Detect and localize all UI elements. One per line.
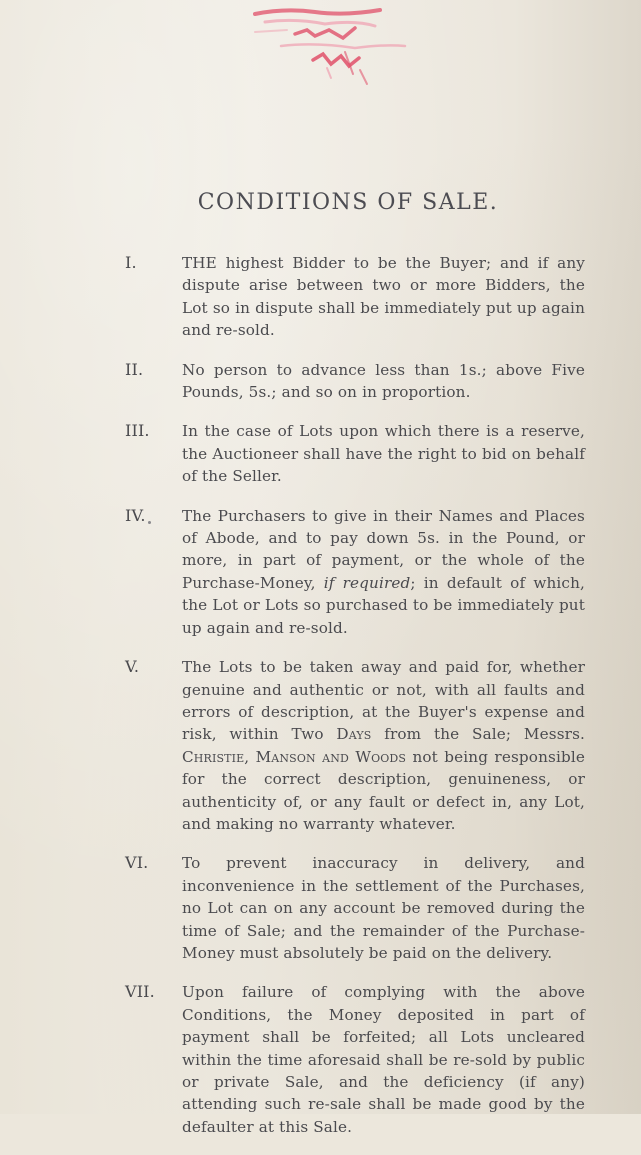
condition-item	[125, 505, 585, 639]
condition-numeral: I.	[125, 253, 137, 272]
condition-text: In the case of Lots upon which there is a reserve, the Auctioneer shall have the right to bid on behalf of the Seller.	[182, 422, 585, 486]
document-title: CONDITIONS OF SALE.	[197, 190, 499, 215]
condition-numeral: III.	[125, 421, 150, 441]
condition-text-part: The Purchasers to give in their Names and Places of Abode, and to pay down 5s. in the Pound, or more, in part of payment, or the whole of the Purchase-Money,	[182, 506, 585, 592]
condition-numeral: VII.	[125, 982, 155, 1002]
condition-item	[125, 252, 585, 342]
condition-text: Upon failure of complying with the above Conditions, the Money deposited in part of payment shall be forfeited; all Lots uncleared within the time aforesaid shall be re-sold by public or private Sale, and the deficiency (if any) attending such re-sale shall be made good by the defaulter at this Sale.	[182, 983, 585, 1136]
condition-numeral: IV.	[125, 505, 146, 525]
condition-item	[125, 359, 585, 404]
condition-numeral: II.	[125, 359, 144, 379]
condition-text-italic: if required	[323, 573, 411, 592]
condition-numeral: V.	[125, 657, 140, 677]
condition-text: To prevent inaccuracy in delivery, and inconvenience in the settlement of the Purchases, no Lot can on any account be removed during the time of Sale; and the remainder of the Purchase-Money must absolutely be paid on the delivery.	[182, 854, 585, 962]
condition-item	[125, 852, 585, 964]
condition-item	[125, 420, 585, 487]
condition-text-part: ; in default of which, the Lot or Lots so purchased to be immediately put up again and re-sold.	[182, 573, 585, 637]
condition-text: No person to advance less than 1s.; above Five Pounds, 5s.; and so on in proportion.	[182, 360, 585, 402]
condition-text-part: from the Sale; Messrs.	[371, 725, 585, 744]
condition-text: THE highest Bidder to be the Buyer; and if any dispute arise between two or more Bidders, the Lot so in dispute shall be immediately put up again and re-sold.	[182, 254, 585, 340]
condition-text-part: not being responsible for the correct description, genuineness, or authenticity of, or any fault or defect in, any Lot, and making no warranty whatever.	[182, 747, 585, 833]
conditions-list	[125, 252, 585, 1155]
condition-text-part: The Lots to be taken away and paid for, whether genuine and authentic or not, with all faults and errors of description, at the Buyer's expense and risk, within Two	[182, 658, 585, 744]
red-ink-stamp	[195, 0, 435, 100]
condition-text-smallcaps: Days	[336, 725, 372, 744]
condition-text	[182, 656, 585, 835]
condition-item	[125, 656, 585, 835]
condition-item	[125, 981, 585, 1138]
ink-speck	[148, 521, 151, 524]
condition-numeral: VI.	[125, 853, 149, 873]
auctioneer-name: Christie, Manson and Woods	[182, 747, 407, 766]
condition-text	[182, 505, 585, 639]
